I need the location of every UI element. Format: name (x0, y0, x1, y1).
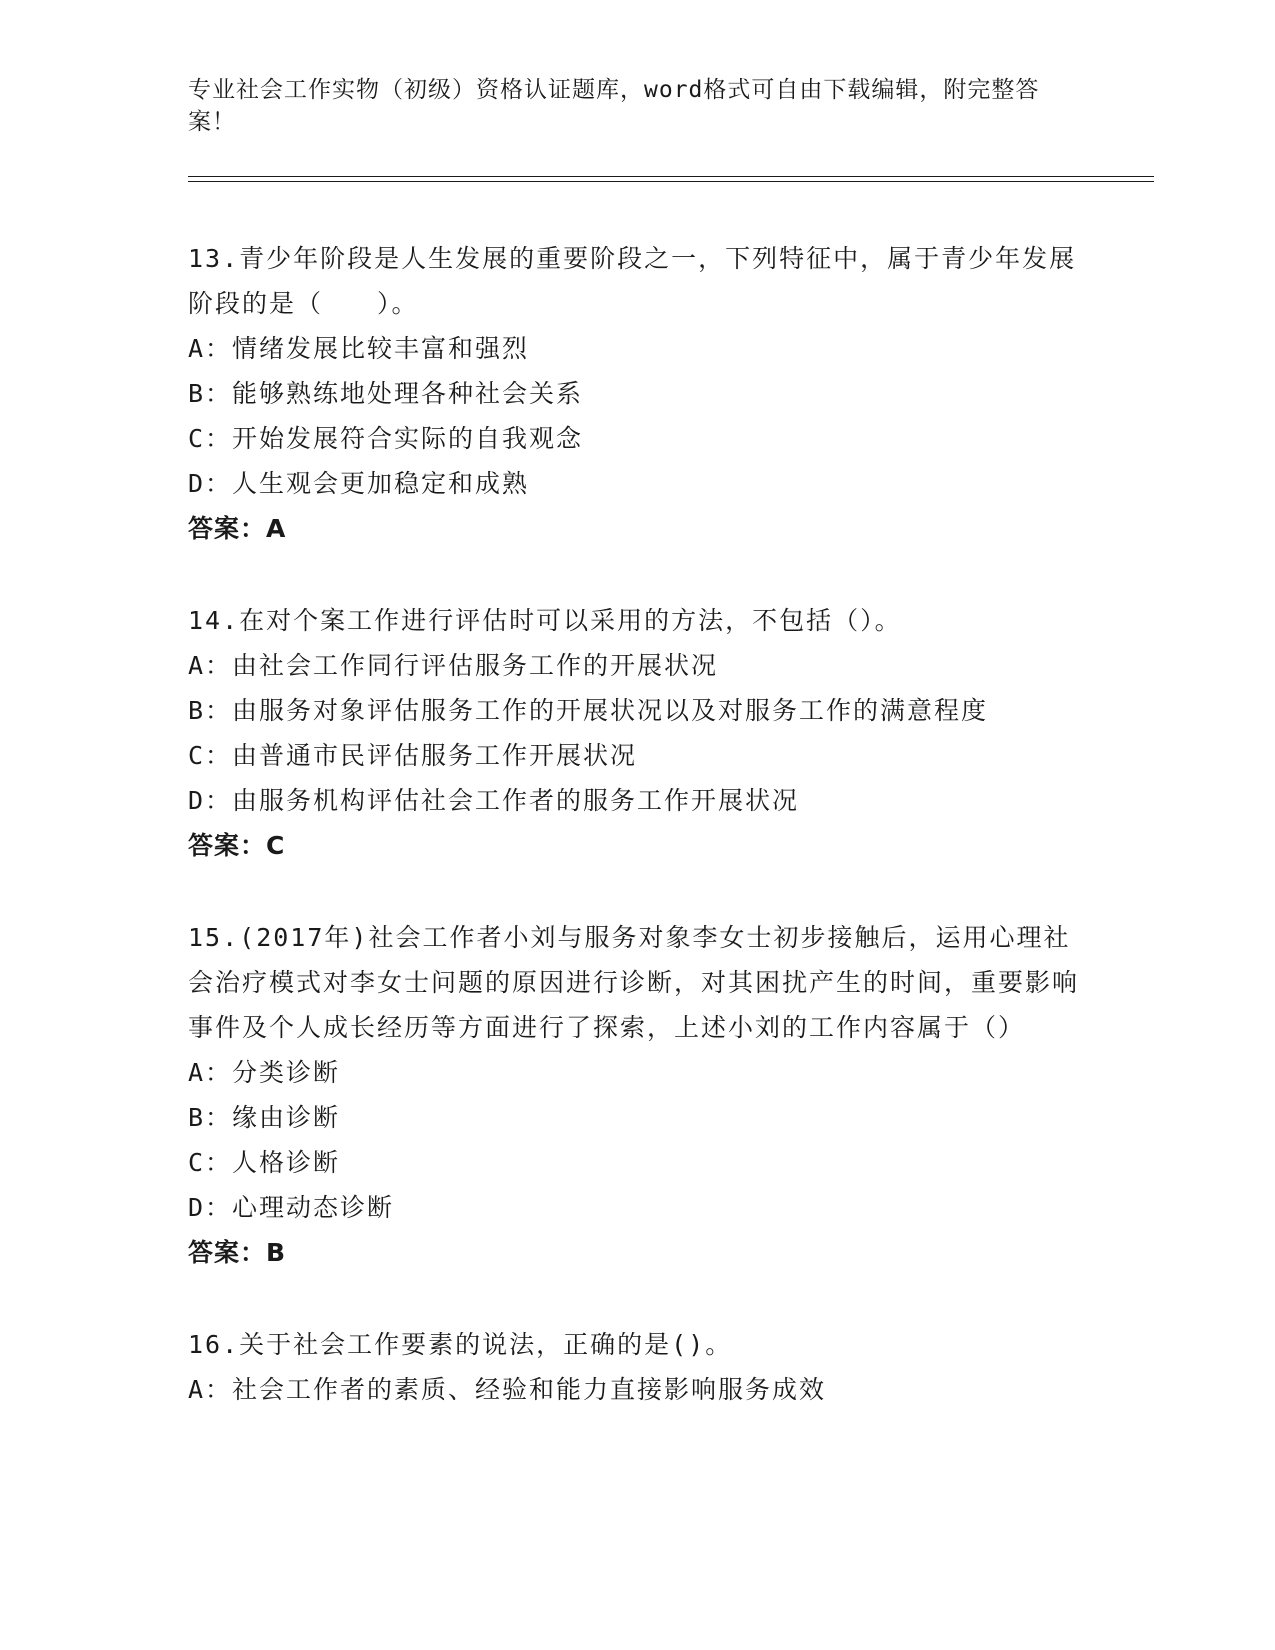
answer: 答案：C (188, 831, 286, 860)
question-stem: 13.青少年阶段是人生发展的重要阶段之一，下列特征中，属于青少年发展阶段的是（ ）。 (188, 244, 1077, 318)
option-d: D：人生观会更加稳定和成熟 (188, 469, 530, 498)
option-c: C：人格诊断 (188, 1148, 341, 1177)
option-a: A：社会工作者的素质、经验和能力直接影响服务成效 (188, 1375, 827, 1404)
option-c: C：开始发展符合实际的自我观念 (188, 424, 584, 453)
question-stem: 16.关于社会工作要素的说法，正确的是()。 (188, 1330, 733, 1359)
answer: 答案：B (188, 1238, 287, 1267)
question-16 (188, 1322, 1088, 1412)
option-c: C：由普通市民评估服务工作开展状况 (188, 741, 638, 770)
question-list (188, 236, 1088, 1458)
question-14 (188, 598, 1088, 869)
option-a: A：情绪发展比较丰富和强烈 (188, 334, 530, 363)
question-15 (188, 915, 1088, 1276)
option-a: A：分类诊断 (188, 1058, 341, 1087)
option-d: D：心理动态诊断 (188, 1193, 395, 1222)
question-13 (188, 236, 1088, 552)
option-d: D：由服务机构评估社会工作者的服务工作开展状况 (188, 786, 800, 815)
question-stem: 14.在对个案工作进行评估时可以采用的方法，不包括（）。 (188, 606, 902, 635)
header-divider-bottom (188, 181, 1154, 182)
option-b: B：由服务对象评估服务工作的开展状况以及对服务工作的满意程度 (188, 696, 989, 725)
question-stem: 15.(2017年)社会工作者小刘与服务对象李女士初步接触后，运用心理社会治疗模式对李女士问题的原因进行诊断，对其困扰产生的时间，重要影响事件及个人成长经历等方面进行了探索，上述小刘的工作内容属于（） (188, 923, 1080, 1042)
option-b: B：缘由诊断 (188, 1103, 341, 1132)
header-divider-top (188, 176, 1154, 177)
answer: 答案：A (188, 514, 287, 543)
option-b: B：能够熟练地处理各种社会关系 (188, 379, 584, 408)
option-a: A：由社会工作同行评估服务工作的开展状况 (188, 651, 719, 680)
header-note: 专业社会工作实物（初级）资格认证题库，word格式可自由下载编辑，附完整答案！ (188, 77, 1040, 135)
